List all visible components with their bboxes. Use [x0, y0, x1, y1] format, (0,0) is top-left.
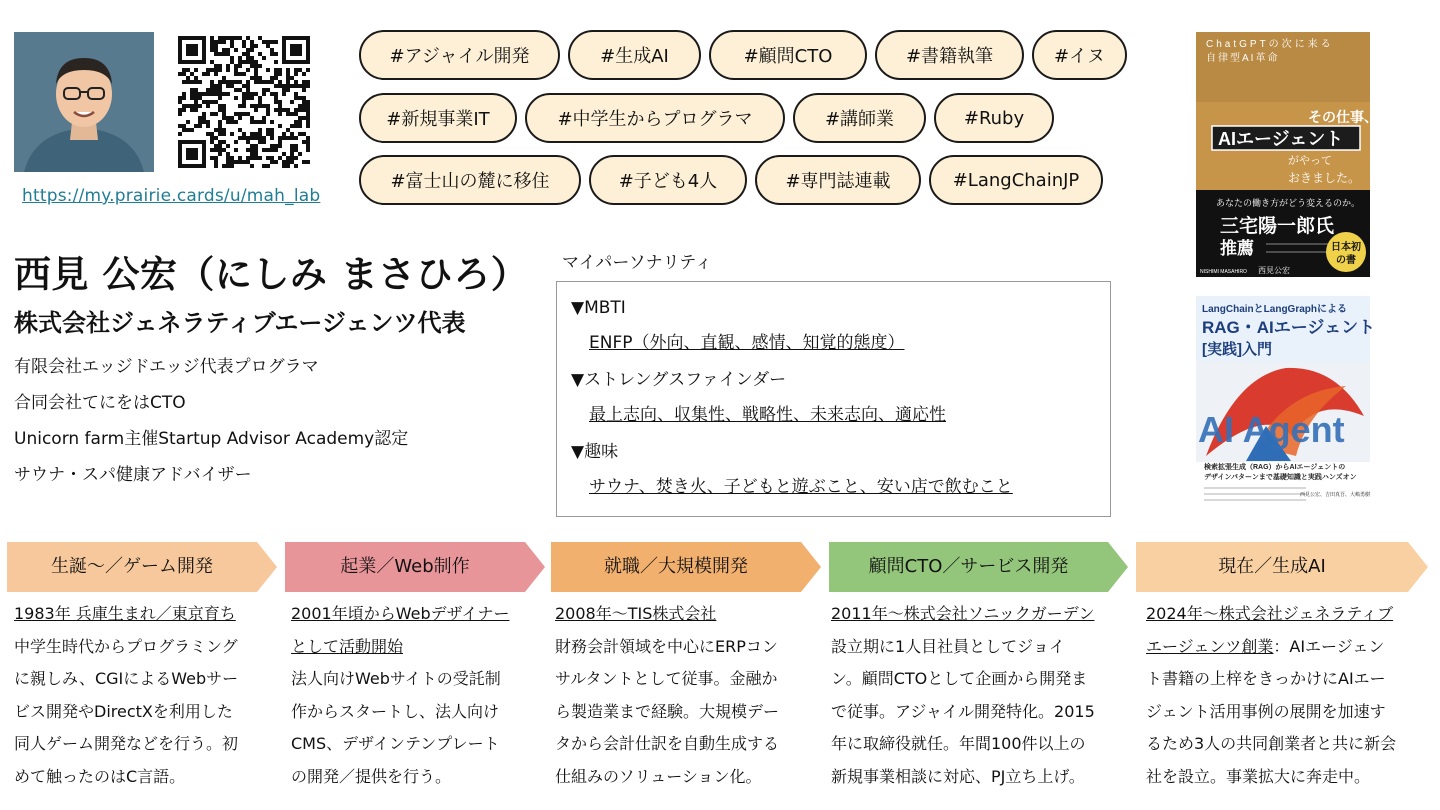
timeline-text: サルタントとして従事。金融か: [555, 669, 778, 688]
book2-subtitle-line2: デザインパターンまで基礎知識と実践ハンズオン: [1204, 474, 1357, 481]
timeline-heading: 1983年 兵庫生まれ／東京育ち: [14, 604, 236, 623]
person-name: 西見 公宏（にしみ まさひろ）: [14, 253, 529, 296]
book2-title-line1: LangChainとLangGraphによる: [1202, 304, 1347, 315]
timeline-col-1983: [14, 598, 238, 793]
tag-dog[interactable]: #イヌ: [1032, 30, 1127, 80]
role-item: サウナ・スパ健康アドバイザー: [14, 465, 252, 485]
phase-birth-game-dev: [7, 542, 277, 592]
book2-cover-word: AI Agent: [1198, 409, 1345, 450]
strengths-value: 最上志向、収集性、戦略性、未来志向、適応性: [589, 405, 946, 425]
book2-subtitle-line1: 検索拡張生成（RAG）からAIエージェントの: [1204, 464, 1346, 471]
mbti-heading: ▼MBTI: [571, 298, 626, 318]
phase-label: 顧問CTO／サービス開発: [868, 556, 1069, 577]
phase-advisor-cto: [829, 542, 1128, 592]
book-cover-art: [1196, 296, 1376, 512]
strengths-heading: ▼ストレングスファインダー: [571, 370, 787, 390]
book1-title-line4: おきました。: [1288, 171, 1361, 185]
timeline-text: めて触ったのはC言語。: [14, 766, 186, 786]
role-item: 有限会社エッジドエッジ代表プログラマ: [14, 357, 319, 377]
company-title: 株式会社ジェネラティブエージェンツ代表: [14, 309, 466, 337]
timeline-text: 中学生時代からプログラミング: [14, 636, 238, 656]
tag-agile[interactable]: #アジャイル開発: [359, 30, 560, 80]
book-cover-art: [1196, 32, 1378, 277]
timeline-heading: 2024年〜株式会社ジェネラティブ: [1146, 604, 1394, 623]
tag-langchainjp[interactable]: #LangChainJP: [929, 155, 1103, 205]
timeline-text: タから会計仕訳を自動生成する: [555, 734, 780, 753]
timeline-text: の開発／提供を行う。: [291, 766, 452, 786]
timeline-text: るため3人の共同創業者と共に新会: [1146, 734, 1397, 753]
tag-four-children[interactable]: #子ども4人: [589, 155, 747, 205]
timeline-text: ら製造業まで経験。大規模デー: [555, 701, 780, 721]
role-item: Unicorn farm主催Startup Advisor Academy認定: [14, 429, 409, 449]
timeline-text: CMS、デザインテンプレート: [291, 734, 500, 753]
book1-author: 西見公宏: [1258, 266, 1290, 275]
tag-lecturer[interactable]: #講師業: [793, 93, 926, 143]
timeline-text: に親しみ、CGIによるWebサー: [14, 669, 239, 688]
tag-magazine-series[interactable]: #専門誌連載: [755, 155, 921, 205]
tag-book-writing[interactable]: #書籍執筆: [875, 30, 1024, 80]
book-cover-rag-ai-agent[interactable]: [1196, 296, 1376, 512]
book1-title-line2: AIエージェント: [1218, 129, 1344, 149]
tag-programmer-since-junior-high[interactable]: #中学生からプログラマ: [525, 93, 785, 143]
timeline-heading: 2001年頃からWebデザイナー: [291, 604, 510, 623]
timeline-text: ：AIエージェン: [1273, 636, 1385, 656]
role-item: 合同会社てにをはCTO: [14, 393, 186, 413]
phase-startup-web: [285, 542, 545, 592]
timeline-text: 社を設立。事業拡大に奔走中。: [1146, 766, 1371, 786]
timeline-text: 法人向けWebサイトの受託制: [291, 669, 501, 688]
timeline-heading: 2011年〜株式会社ソニックガーデン: [831, 604, 1095, 623]
book1-recommend-word: 推薦: [1220, 239, 1254, 258]
mbti-value: ENFP（外向、直観、感情、知覚的態度）: [589, 333, 905, 353]
book1-blurb: あなたの働き方がどう変えるのか。: [1216, 198, 1361, 208]
hobbies-value: サウナ、焚き火、子どもと遊ぶこと、安い店で飲むこと: [589, 477, 1013, 497]
tag-ruby[interactable]: #Ruby: [934, 93, 1054, 143]
timeline-heading: エージェンツ創業: [1146, 636, 1274, 656]
tag-advisor-cto[interactable]: #顧問CTO: [709, 30, 867, 80]
tag-moved-to-mt-fuji[interactable]: #富士山の麓に移住: [359, 155, 581, 205]
book2-title-line2: RAG・AIエージェント: [1202, 318, 1376, 337]
timeline-text: 設立期に1人目社員としてジョイ: [831, 636, 1065, 656]
book1-title-line1: その仕事、: [1308, 109, 1378, 125]
person-photo-icon: [14, 32, 154, 172]
phase-label: 現在／生成AI: [1218, 556, 1326, 577]
phase-label: 生誕〜／ゲーム開発: [51, 556, 213, 577]
book2-authors: 西見公宏、吉田真吾、大嶋勇樹: [1300, 492, 1371, 498]
profile-url-link[interactable]: https://my.prairie.cards/u/mah_lab: [22, 186, 321, 206]
book1-author-roman: NISHIMI MASAHIRO: [1200, 269, 1247, 275]
timeline-col-2011: [831, 598, 1095, 793]
book1-recommender: 三宅陽一郎氏: [1220, 216, 1335, 237]
timeline-text: 年に取締役就任。年間100件以上の: [831, 734, 1086, 753]
phase-employment-large-scale: [551, 542, 821, 592]
avatar: [14, 32, 154, 172]
book1-badge-line2: の書: [1336, 255, 1356, 266]
timeline-text: ビス開発やDirectXを利用した: [14, 701, 233, 721]
qr-code-icon[interactable]: [178, 36, 310, 168]
tag-generative-ai[interactable]: #生成AI: [568, 30, 701, 80]
book1-title-line3: がやって: [1288, 155, 1332, 167]
personality-box: [556, 281, 1111, 517]
timeline-text: ン。顧問CTOとして企画から開発ま: [831, 669, 1088, 688]
timeline-col-2001: [291, 598, 509, 793]
timeline-text: 新規事業相談に対応、PJ立ち上げ。: [831, 766, 1085, 786]
timeline-heading: 2008年〜TIS株式会社: [555, 604, 717, 623]
timeline-text: 作からスタートし、法人向け: [291, 701, 500, 721]
phase-label: 就職／大規模開発: [604, 556, 748, 577]
book1-badge-line1: 日本初: [1331, 242, 1361, 253]
timeline-heading: として活動開始: [291, 636, 404, 656]
tag-new-business-it[interactable]: #新規事業IT: [359, 93, 517, 143]
timeline-text: ジェント活用事例の展開を加速す: [1146, 701, 1386, 721]
timeline-text: 同人ゲーム開発などを行う。初: [14, 734, 239, 753]
timeline-col-2008: [555, 598, 779, 793]
timeline-col-2024: [1146, 598, 1396, 793]
book1-top-line2: 自律型AI革命: [1206, 53, 1280, 64]
book-cover-ai-agent-work[interactable]: [1196, 32, 1378, 277]
timeline-text: ト書籍の上梓をきっかけにAIエー: [1146, 669, 1386, 688]
timeline-text: 財務会計領域を中心にERPコン: [555, 636, 778, 656]
phase-current-gen-ai: [1136, 542, 1428, 592]
hobbies-heading: ▼趣味: [571, 442, 619, 462]
personality-title: マイパーソナリティ: [562, 253, 712, 273]
timeline-text: 仕組みのソリューション化。: [555, 766, 762, 786]
timeline-text: で従事。アジャイル開発特化。2015: [831, 701, 1095, 721]
book2-title-line3: [実践]入門: [1202, 341, 1272, 358]
book1-top-line1: ChatGPTの次に来る: [1206, 39, 1334, 50]
phase-label: 起業／Web制作: [340, 556, 470, 577]
roles-list: [14, 352, 408, 496]
